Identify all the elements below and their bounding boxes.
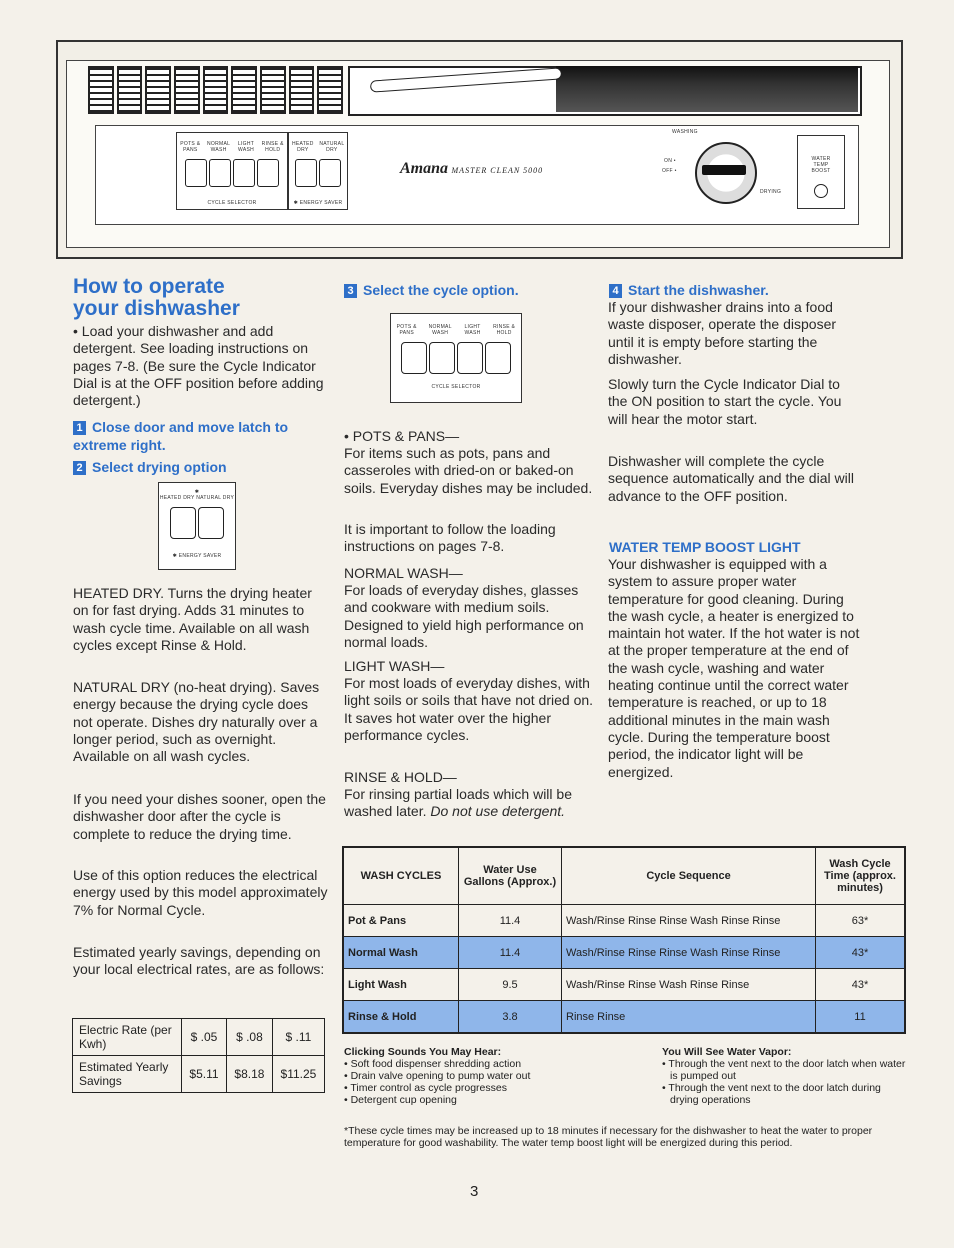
normal-wash-text: For loads of everyday dishes, glasses and cookware with medium soils. Designed to yield high performance on normal loads. (344, 582, 584, 650)
step-3-heading: 3 Select the cycle option. (344, 281, 594, 299)
table-row: Light Wash 9.5 Wash/Rinse Rinse Wash Rinse Rinse 43* (343, 969, 905, 1001)
cycle-table: WASH CYCLES Water Use Gallons (Approx.) Cycle Sequence Wash Cycle Time (approx. minutes) Pot & Pans 11.4 Wash/Rinse Rinse Rinse Wash Rinse Rinse 63* Normal Wash 11.4 Wash/Rinse Rinse Rinse Wash Rinse Rinse 43* Light Wash 9.5 Wash/Rinse Rinse Wash Rinse Rinse 43* Rinse & Hold 3.8 Rinse Rinse 11 (342, 846, 906, 1034)
table-row: Rinse & Hold 3.8 Rinse Rinse 11 (343, 1001, 905, 1034)
pots-pans-text: For items such as pots, pans and casseroles with dried-on or baked-on soils. Everyday dishes may be included. (344, 445, 593, 496)
energy-saver-label: ✱ ENERGY SAVER (293, 200, 343, 206)
on-label: ON • (664, 158, 676, 164)
cycle-selector-panel: POTS & PANS NORMAL WASH LIGHT WASH RINSE & HOLD CYCLE SELECTOR (176, 132, 288, 210)
rinse-hold-button (257, 159, 279, 187)
drying-option-illustration: ✱ HEATED DRY NATURAL DRY ✱ ENERGY SAVER (158, 482, 236, 570)
page-number: 3 (470, 1183, 479, 1200)
water-temp-boost-text: Your dishwasher is equipped with a system to assure proper water temperature for good cleaning. During the wash cycle, a heater is energized to maintain hot water. If the hot water is not at the proper temperature at the end of the wash cycle, washing and water heating continue until the correct water temperature is reached, or up to 18 additional minutes in the main wash cycle. During the temperature boost period, the indicator light will be energized. (608, 556, 860, 780)
off-label: OFF • (662, 168, 677, 174)
rinse-hold-text: For rinsing partial loads which will be washed later. Do not use detergent. (344, 786, 572, 820)
dial-knob (702, 165, 746, 175)
brand-logo: Amana MASTER CLEAN 5000 (400, 160, 544, 177)
step-2-heading: 2 Select drying option (73, 458, 331, 476)
natural-dry-button (319, 159, 341, 187)
page-title: How to operate your dishwasher (73, 275, 240, 320)
heated-dry-text: HEATED DRY. Turns the drying heater on for fast drying. Adds 31 minutes to wash cycle time. Available on all wash cycles except Rinse & Hold. (73, 585, 312, 653)
boost-indicator-light (814, 184, 828, 198)
water-temp-boost-heading: WATER TEMP BOOST LIGHT (609, 539, 801, 555)
washing-label: WASHING (672, 129, 698, 135)
start-text-3: Dishwasher will complete the cycle sequence automatically and the dial will advance to the OFF position. (608, 453, 854, 504)
clicking-sounds-list: Clicking Sounds You May Hear: • Soft food dispenser shredding action • Drain valve opening to pump water out • Timer control as cycle progresses • Detergent cup opening (344, 1046, 531, 1106)
rinse-hold-heading: RINSE & HOLD— (344, 769, 457, 785)
intro-text: • Load your dishwasher and add detergent. See loading instructions on pages 7-8. (Be sure the Cycle Indicator Dial is at the OFF position before adding detergent.) (73, 323, 324, 409)
vent-grille (88, 66, 343, 114)
light-wash-heading: LIGHT WASH— (344, 658, 445, 674)
dishes-sooner-text: If you need your dishes sooner, open the dishwasher door after the cycle is complete to reduce the drying time. (73, 791, 326, 842)
drying-option-panel: HEATED DRY NATURAL DRY ✱ ENERGY SAVER (288, 132, 348, 210)
savings-table: Electric Rate (per Kwh) $ .05 $ .08 $ .11 Estimated Yearly Savings $5.11 $8.18 $11.25 (72, 1018, 325, 1093)
cycle-selector-label: CYCLE SELECTOR (207, 200, 257, 206)
pots-pans-button (185, 159, 207, 187)
cycle-selector-illustration: POTS & PANS NORMAL WASH LIGHT WASH RINSE & HOLD CYCLE SELECTOR (390, 313, 522, 403)
pots-pans-heading: • POTS & PANS— (344, 428, 460, 444)
water-vapor-list: You Will See Water Vapor: • Through the vent next to the door latch when water is pumped out • Through the vent next to the door latch during drying operations (662, 1046, 906, 1106)
door-latch-shadow (556, 66, 858, 112)
footnote: *These cycle times may be increased up to 18 minutes if necessary for the dishwasher to heat the water to proper temperature for good washability. The water temp boost light will be energized during this period. (344, 1125, 873, 1149)
start-text-2: Slowly turn the Cycle Indicator Dial to the ON position to start the cycle. You will hear the motor start. (608, 376, 842, 427)
step-1-heading: 1 Close door and move latch to extreme right. (73, 419, 289, 453)
light-wash-button (233, 159, 255, 187)
normal-wash-heading: NORMAL WASH— (344, 565, 463, 581)
energy-reduction-text: Use of this option reduces the electrical energy used by this model approximately 7% for Normal Cycle. (73, 867, 328, 918)
heated-dry-button (295, 159, 317, 187)
light-wash-text: For most loads of everyday dishes, with light soils or soils that have not dried on. It saves hot water over the higher performance cycles. (344, 675, 594, 743)
water-temp-boost-panel: WATER TEMP BOOST (797, 135, 845, 209)
table-row: Pot & Pans 11.4 Wash/Rinse Rinse Rinse Wash Rinse Rinse 63* (343, 905, 905, 937)
natural-dry-text: NATURAL DRY (no-heat drying). Saves energy because the drying cycle does not operate. Dishes dry naturally over a longer period, such as overnight. Available on all wash cycles. (73, 679, 320, 765)
drying-label: DRYING (760, 189, 782, 195)
step-4-heading: 4 Start the dishwasher. (609, 281, 869, 299)
start-text-1: If your dishwasher drains into a food waste disposer, operate the disposer until it is empty before starting the dishwasher. (608, 299, 837, 367)
savings-text: Estimated yearly savings, depending on your local electrical rates, are as follows: (73, 944, 325, 978)
pots-pans-note: It is important to follow the loading instructions on pages 7-8. (344, 521, 556, 555)
table-row: Normal Wash 11.4 Wash/Rinse Rinse Rinse Wash Rinse Rinse 43* (343, 937, 905, 969)
normal-wash-button (209, 159, 231, 187)
